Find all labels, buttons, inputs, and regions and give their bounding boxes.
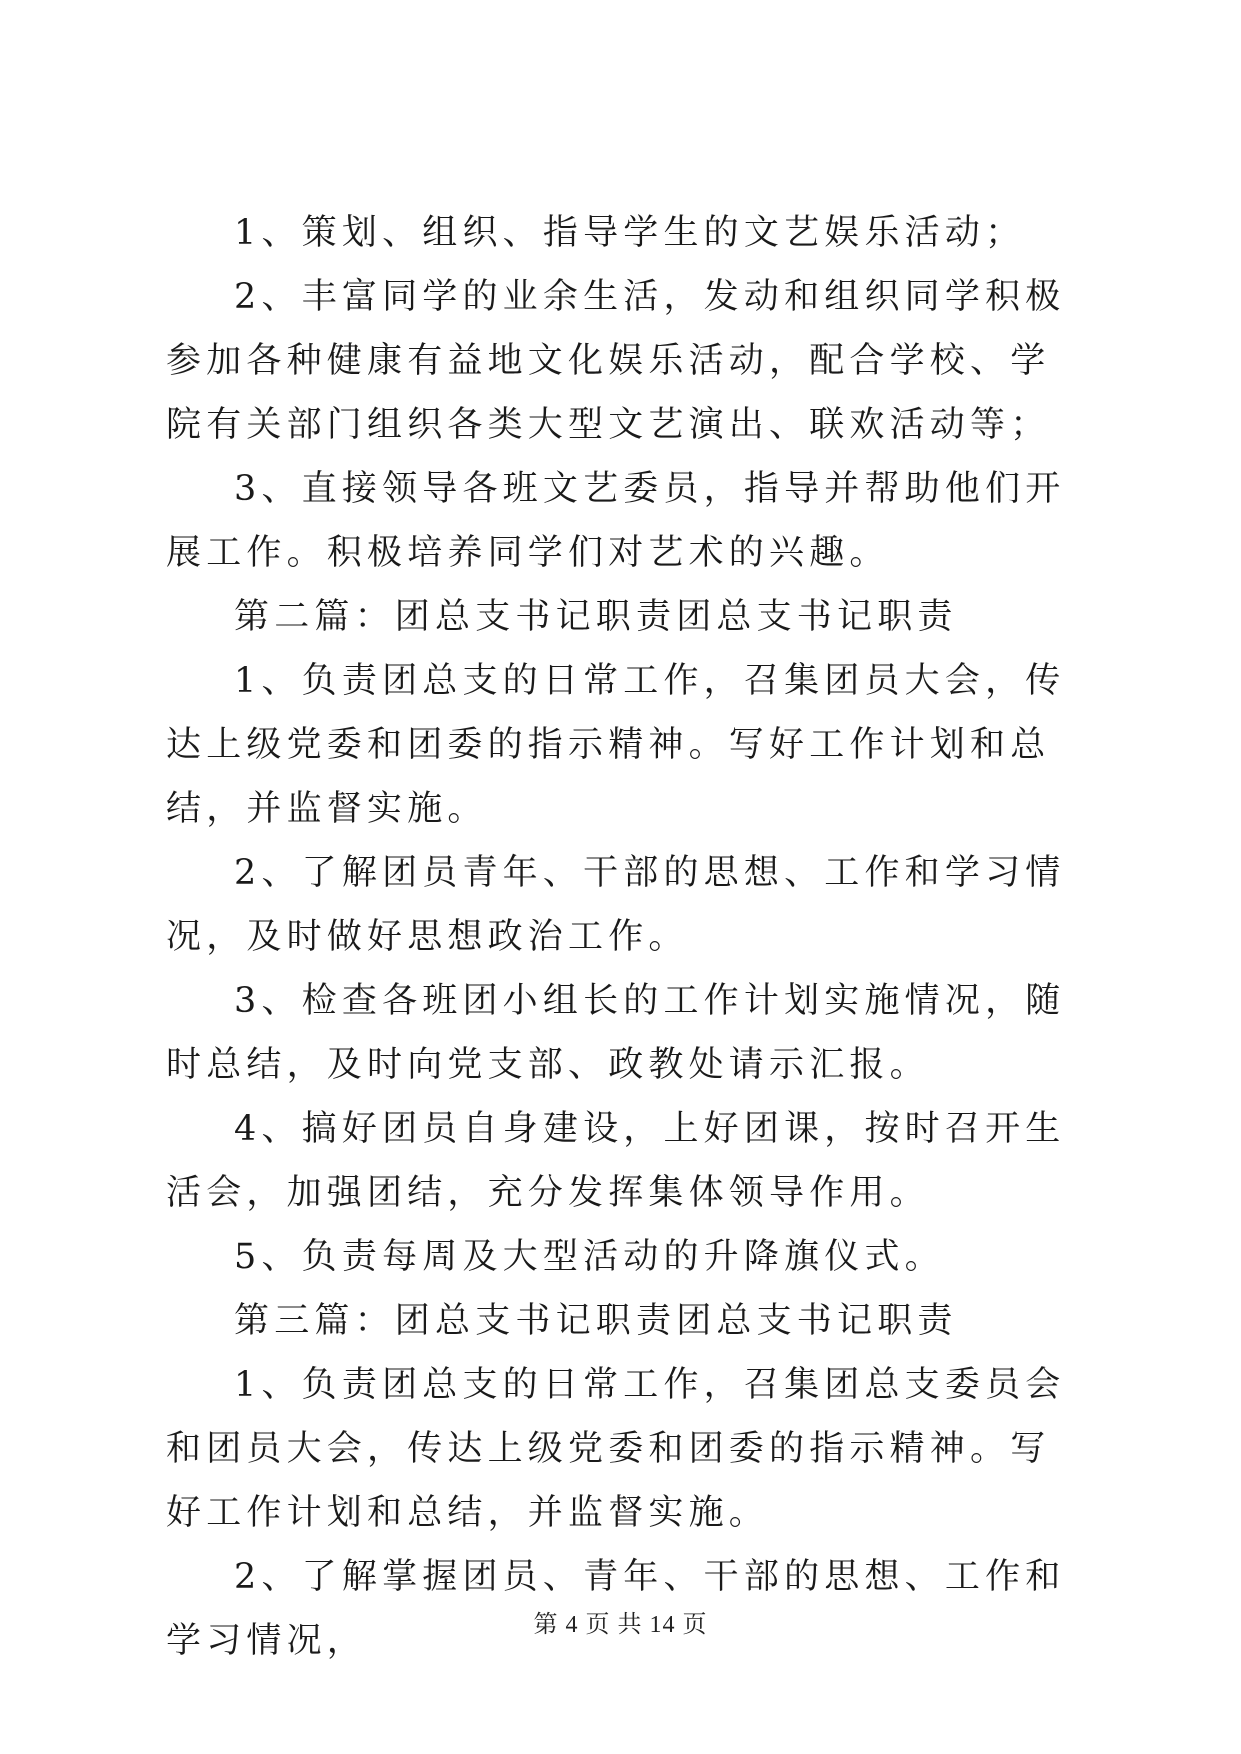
document-body <box>166 201 1086 1673</box>
page-number-footer: 第 4 页 共 14 页 <box>533 1612 708 1638</box>
paragraph: 1、策划、组织、指导学生的文艺娱乐活动； <box>234 213 1026 253</box>
paragraph: 4、搞好团员自身建设，上好团课，按时召开生活会，加强团结，充分发挥集体领导作用。 <box>166 1109 1066 1213</box>
paragraph: 2、丰富同学的业余生活，发动和组织同学积极参加各种健康有益地文化娱乐活动，配合学校、学院有关部门组织各类大型文艺演出、联欢活动等； <box>166 277 1066 445</box>
paragraph: 3、直接领导各班文艺委员，指导并帮助他们开展工作。积极培养同学们对艺术的兴趣。 <box>166 469 1066 573</box>
paragraph: 1、负责团总支的日常工作，召集团员大会，传达上级党委和团委的指示精神。写好工作计划和总结，并监督实施。 <box>166 661 1066 829</box>
section-heading: 第三篇：团总支书记职责团总支书记职责 <box>234 1301 958 1341</box>
paragraph: 1、负责团总支的日常工作，召集团总支委员会和团员大会，传达上级党委和团委的指示精神。写好工作计划和总结，并监督实施。 <box>166 1365 1066 1533</box>
section-heading: 第二篇：团总支书记职责团总支书记职责 <box>234 597 958 637</box>
paragraph: 5、负责每周及大型活动的升降旗仪式。 <box>234 1237 945 1277</box>
paragraph: 2、了解掌握团员、青年、干部的思想、工作和学习情况， <box>166 1557 1066 1661</box>
paragraph: 3、检查各班团小组长的工作计划实施情况，随时总结，及时向党支部、政教处请示汇报。 <box>166 981 1066 1085</box>
paragraph: 2、了解团员青年、干部的思想、工作和学习情况，及时做好思想政治工作。 <box>166 853 1066 957</box>
